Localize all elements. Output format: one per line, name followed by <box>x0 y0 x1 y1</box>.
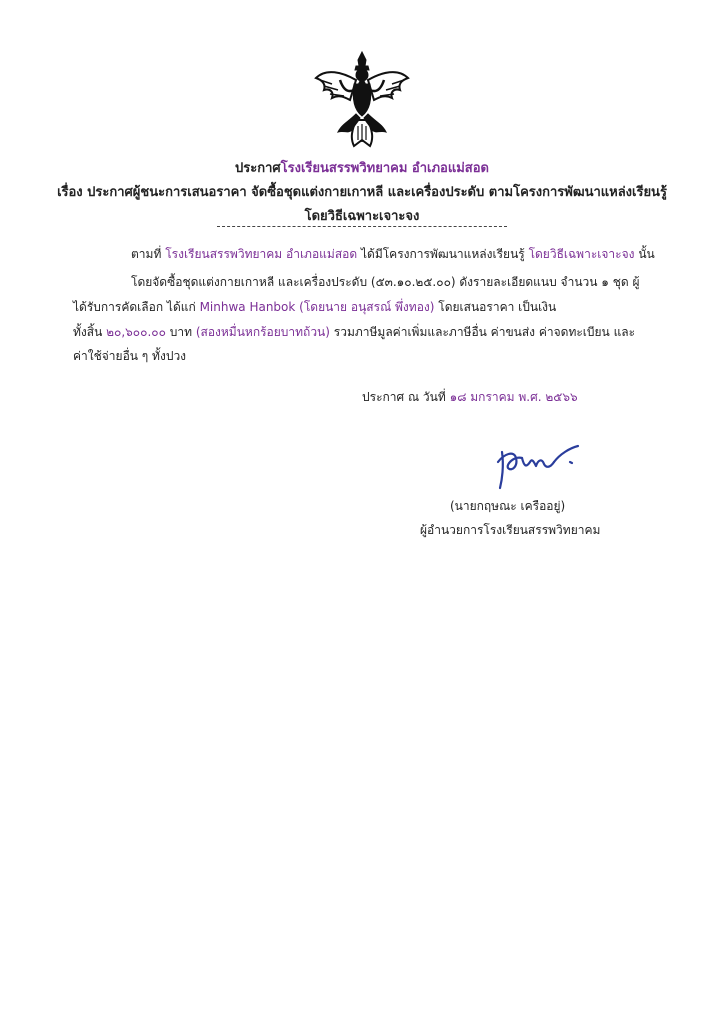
announcement-subject: เรื่อง ประกาศผู้ชนะการเสนอราคา จัดซื้อชุดแต่งกายเกาหลี และเครื่องประดับ ตามโครงการพัฒนาแหล่งเรียนรู้ <box>57 185 667 200</box>
paragraph-1 <box>131 245 655 264</box>
garuda-emblem-icon <box>312 50 412 150</box>
p2-selected-label: ได้รับการคัดเลือก ได้แก่ <box>73 300 196 314</box>
announcement-title <box>0 157 724 178</box>
p1-school: โรงเรียนสรรพวิทยาคม อำเภอแม่สอด <box>165 247 358 261</box>
title-school-name: โรงเรียนสรรพวิทยาคม อำเภอแม่สอด <box>280 161 489 176</box>
announcement-date-line <box>362 388 578 407</box>
announcement-subject-line2: โดยวิธีเฉพาะเจาะจง <box>304 209 420 224</box>
p2-line3-suffix: รวมภาษีมูลค่าเพิ่มและภาษีอื่น ค่าขนส่ง ค่าจดทะเบียน และ <box>333 325 636 339</box>
announcement-date: ๑๘ มกราคม พ.ศ. ๒๕๖๖ <box>449 390 578 404</box>
date-label: ประกาศ ณ วันที่ <box>362 390 446 404</box>
signatory-name: (นายกฤษณะ เครืออยู่) <box>450 499 566 513</box>
paragraph-2-line-3 <box>73 323 635 342</box>
handwritten-signature <box>488 432 588 492</box>
p2-amount: ๒๐,๖๐๐.๐๐ <box>106 325 166 339</box>
paragraph-2-line-1: โดยจัดซื้อชุดแต่งกายเกาหลี และเครื่องประดับ (๕๓.๑๐.๒๕.๐๐) ดังรายละเอียดแนบ จำนวน ๑ ชุด ผู้ <box>131 275 640 289</box>
p1-method: โดยวิธีเฉพาะเจาะจง <box>528 247 635 261</box>
p1-suffix: นั้น <box>638 247 655 261</box>
p2-price-label: โดยเสนอราคา เป็นเงิน <box>438 300 557 314</box>
divider-line <box>217 226 507 227</box>
p2-amount-words: (สองหมื่นหกร้อยบาทถ้วน) <box>195 325 330 339</box>
paragraph-2-line-4: ค่าใช้จ่ายอื่น ๆ ทั้งปวง <box>73 349 187 363</box>
signatory-position: ผู้อำนวยการโรงเรียนสรรพวิทยาคม <box>420 523 601 537</box>
p2-unit: บาท <box>169 325 192 339</box>
p2-vendor: Minhwa Hanbok (โดยนาย อนุสรณ์ พึ่งทอง) <box>199 300 435 314</box>
paragraph-2-line-2 <box>73 298 556 317</box>
title-prefix: ประกาศ <box>235 161 281 176</box>
p1-prefix: ตามที่ <box>131 247 162 261</box>
p1-middle: ได้มีโครงการพัฒนาแหล่งเรียนรู้ <box>360 247 525 261</box>
p2-total-label: ทั้งสิ้น <box>73 325 103 339</box>
